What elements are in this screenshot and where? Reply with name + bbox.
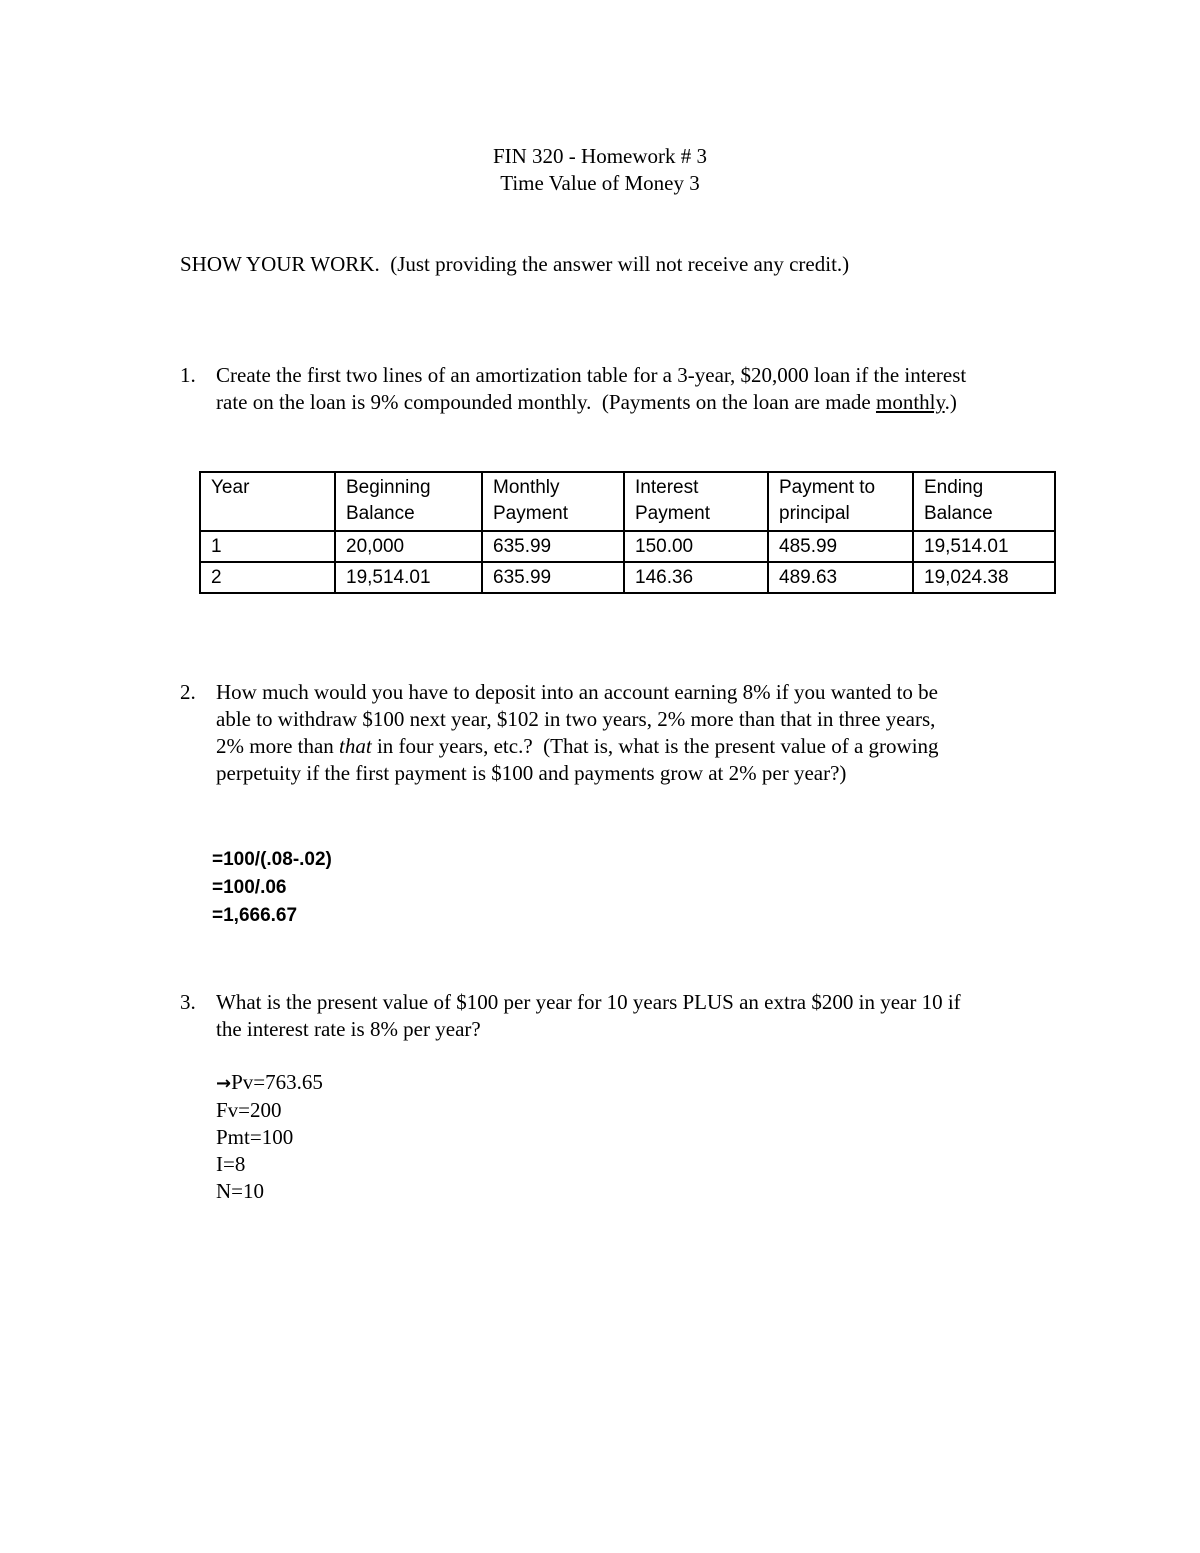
- question-line: able to withdraw $100 next year, $102 in two years, 2% more than that in three years,: [216, 707, 936, 731]
- page-header: [0, 143, 1200, 197]
- table-cell: 489.63: [768, 562, 913, 593]
- table-cell: 19,024.38: [913, 562, 1055, 593]
- answer-line: I=8: [216, 1152, 246, 1176]
- page-subtitle: Time Value of Money 3: [500, 171, 700, 195]
- table-row: [200, 531, 1055, 562]
- table-cell: 20,000: [335, 531, 482, 562]
- table-cell: 1: [200, 531, 335, 562]
- answer-2: [212, 846, 332, 930]
- answer-line: =100/.06: [212, 877, 287, 898]
- question-text: [216, 989, 1066, 1043]
- question-line: [216, 389, 1066, 416]
- question-number: 2.: [180, 680, 196, 704]
- question-number: 1.: [180, 363, 196, 387]
- answer-line: [216, 1069, 323, 1097]
- table-cell: 19,514.01: [913, 531, 1055, 562]
- answer-text: Pv=763.65: [231, 1070, 323, 1094]
- question-line: How much would you have to deposit into an account earning 8% if you wanted to be: [216, 680, 938, 704]
- table-cell: 485.99: [768, 531, 913, 562]
- answer-line: =100/(.08-.02): [212, 849, 332, 870]
- text-run: rate on the loan is 9% compounded monthly. (Payments on the loan are made: [216, 390, 876, 414]
- italic-text: that: [339, 734, 372, 758]
- answer-line: =1,666.67: [212, 905, 298, 926]
- question-line: What is the present value of $100 per year for 10 years PLUS an extra $200 in year 10 if: [216, 990, 961, 1014]
- question-1: [180, 362, 1080, 416]
- text-run: .): [944, 390, 957, 414]
- table-cell: 635.99: [482, 531, 624, 562]
- answer-line: N=10: [216, 1179, 265, 1203]
- question-2: [180, 679, 1080, 787]
- question-3: [180, 989, 1080, 1043]
- instructions: SHOW YOUR WORK. (Just providing the answer will not receive any credit.): [180, 252, 850, 276]
- question-line: Create the first two lines of an amortization table for a 3-year, $20,000 loan if the interest: [216, 363, 967, 387]
- question-line: the interest rate is 8% per year?: [216, 1017, 481, 1041]
- question-line: [216, 733, 1066, 760]
- text-run: in four years, etc.? (That is, what is the present value of a growing: [371, 734, 939, 758]
- table-cell: 2: [200, 562, 335, 593]
- page-title: FIN 320 - Homework # 3: [492, 144, 708, 168]
- header-monthly-payment: Monthly Payment: [482, 472, 624, 531]
- text-run: 2% more than: [216, 734, 340, 758]
- question-text: [216, 362, 1066, 416]
- answer-line: Fv=200: [216, 1098, 282, 1122]
- header-beginning-balance: Beginning Balance: [335, 472, 482, 531]
- table-cell: 19,514.01: [335, 562, 482, 593]
- amortization-table: [199, 471, 1056, 594]
- table-row: [200, 562, 1055, 593]
- question-number: 3.: [180, 990, 196, 1014]
- table-cell: 150.00: [624, 531, 768, 562]
- answer-line: Pmt=100: [216, 1125, 294, 1149]
- header-ending-balance: Ending Balance: [913, 472, 1055, 531]
- header-interest-payment: Interest Payment: [624, 472, 768, 531]
- underlined-text: monthly: [875, 390, 945, 414]
- table-cell: 146.36: [624, 562, 768, 593]
- header-payment-to-principal: Payment to principal: [768, 472, 913, 531]
- header-year: Year: [200, 472, 335, 531]
- question-line: perpetuity if the first payment is $100 and payments grow at 2% per year?): [216, 761, 847, 785]
- answer-3: [216, 1069, 323, 1205]
- table-cell: 635.99: [482, 562, 624, 593]
- question-text: [216, 679, 1066, 787]
- table-header-row: [200, 472, 1055, 531]
- arrow-right-icon: →: [216, 1073, 232, 1094]
